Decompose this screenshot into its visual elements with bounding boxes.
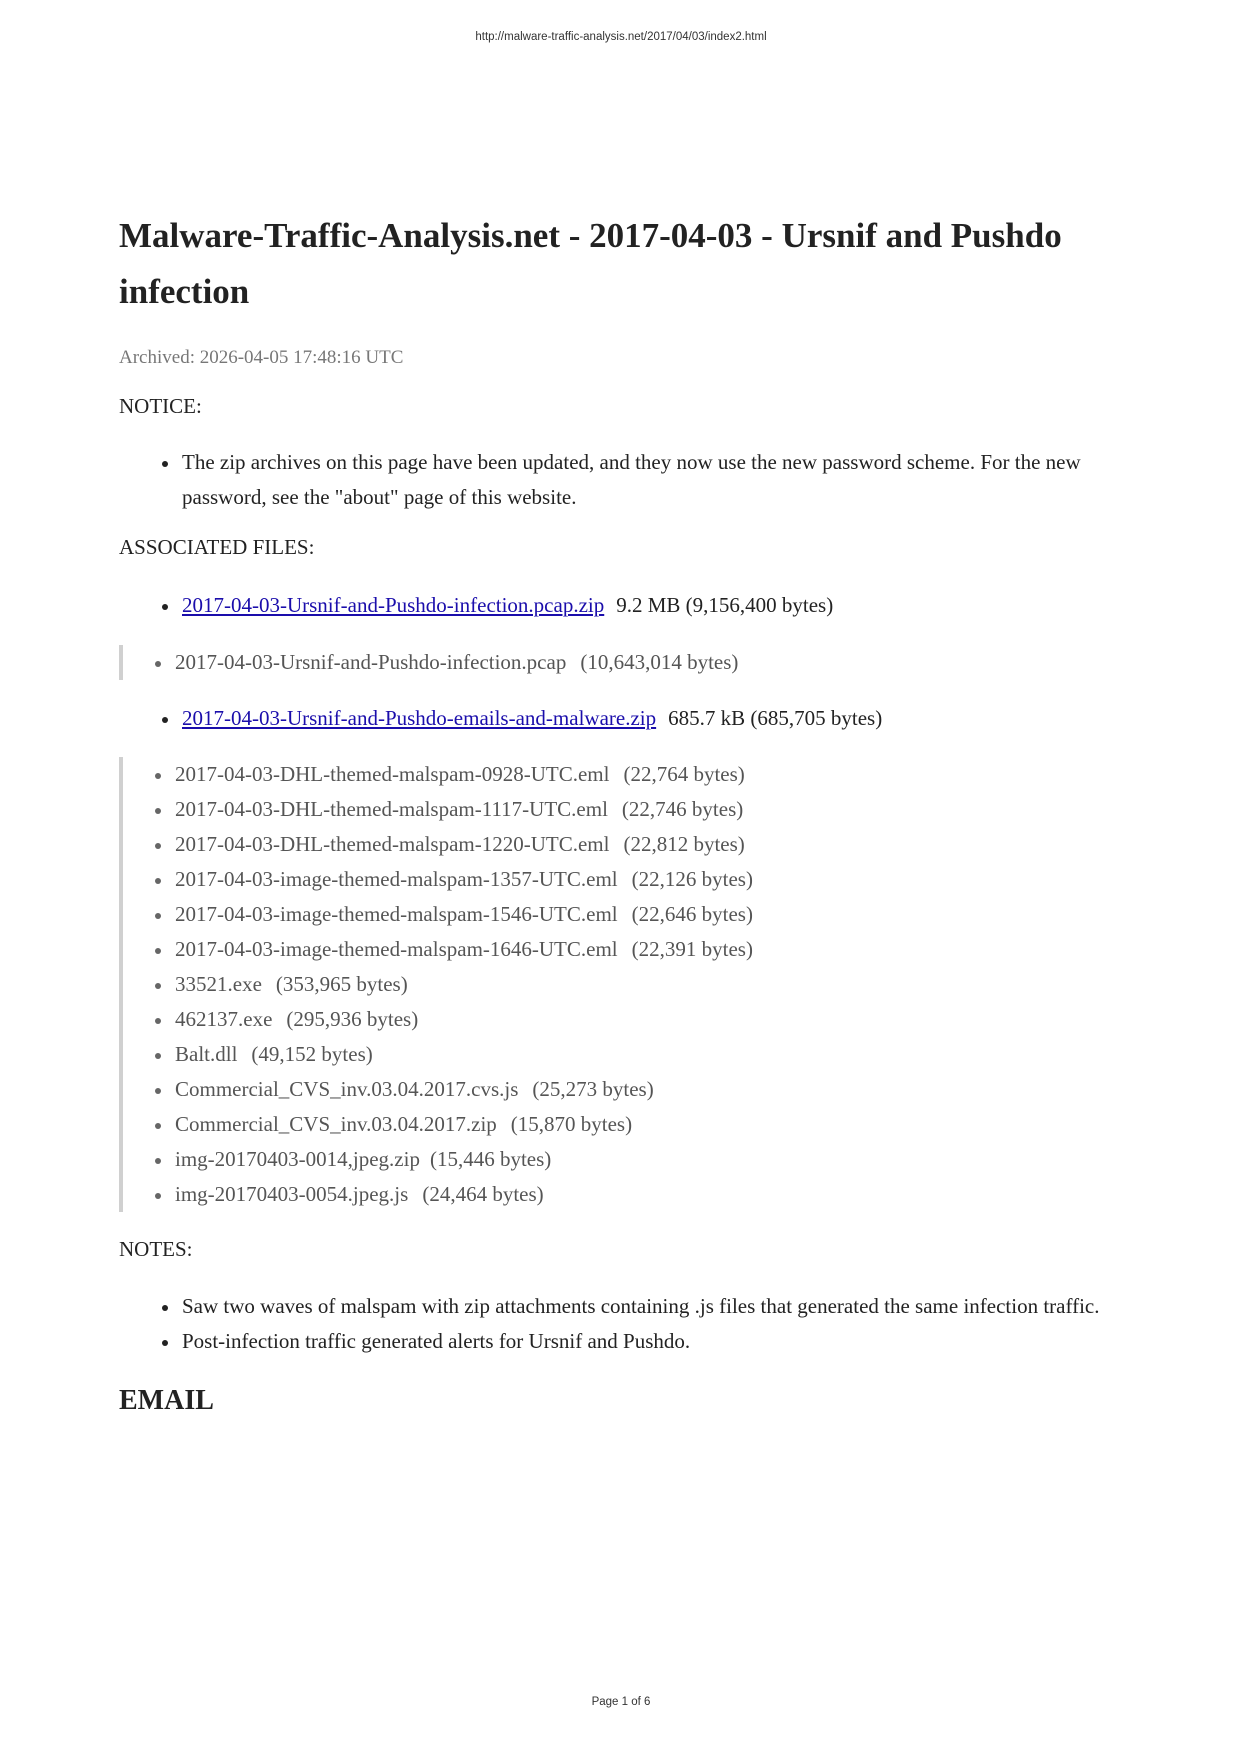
content-size: (49,152 bytes) [251,1042,373,1066]
content-size: (22,746 bytes) [621,797,744,821]
archive-content-item [175,862,1129,897]
associated-files-list [119,588,1129,623]
content-filename: img-20170403-0054.jpeg.js [175,1182,409,1206]
content-filename: 2017-04-03-DHL-themed-malspam-1117-UTC.eml [175,797,608,821]
content-filename: Commercial_CVS_inv.03.04.2017.cvs.js [175,1077,519,1101]
content-size: (22,764 bytes) [623,762,745,786]
content-size: (22,126 bytes) [631,867,753,891]
archive-content-item [175,932,1129,967]
content-filename: 2017-04-03-image-themed-malspam-1357-UTC.eml [175,867,618,891]
content-filename: Balt.dll [175,1042,238,1066]
page-number: Page 1 of 6 [591,1696,651,1708]
pcap-zip-contents [119,645,1129,680]
notes-label: NOTES: [119,1237,193,1261]
content-filename: 2017-04-03-DHL-themed-malspam-1220-UTC.eml [175,832,610,856]
page-title: Malware-Traffic-Analysis.net - 2017-04-03 - Ursnif and Pushdo infection [119,216,1062,311]
archive-content-item [175,792,1129,827]
file-size: 685.7 kB (685,705 bytes) [668,706,883,730]
archive-content-item [175,1177,1129,1212]
content-filename: 462137.exe [175,1007,273,1031]
content-size: (10,643,014 bytes) [580,650,739,674]
emails-malware-zip-download-link[interactable]: 2017-04-03-Ursnif-and-Pushdo-emails-and-malware.zip [182,706,657,730]
associated-files-list-2 [119,701,1129,736]
content-filename: img-20170403-0014,jpeg.zip [175,1147,420,1171]
content-size: (15,446 bytes) [429,1147,552,1171]
archive-content-item [175,1107,1129,1142]
content-size: (22,646 bytes) [631,902,753,926]
content-filename: Commercial_CVS_inv.03.04.2017.zip [175,1112,497,1136]
file-item [182,588,1129,623]
file-size: 9.2 MB (9,156,400 bytes) [616,593,834,617]
email-section-heading: EMAIL [119,1385,214,1416]
notice-item: The zip archives on this page have been updated, and they now use the new password scheme. For the new password, see the "about" page of this website. [182,445,1129,515]
notice-list [119,445,1129,515]
notice-label: NOTICE: [119,394,202,418]
archive-content-item [175,1037,1129,1072]
content-size: (353,965 bytes) [275,972,408,996]
content-size: (15,870 bytes) [510,1112,633,1136]
archive-content-item [175,1072,1129,1107]
content-size: (24,464 bytes) [422,1182,544,1206]
archive-content-item [175,827,1129,862]
archive-content-item [175,967,1129,1002]
content-filename: 2017-04-03-Ursnif-and-Pushdo-infection.pcap [175,650,567,674]
archive-content-item [175,645,1129,680]
archive-content-item [175,1142,1129,1177]
content-filename: 2017-04-03-image-themed-malspam-1546-UTC.eml [175,902,618,926]
archived-timestamp: Archived: 2026-04-05 17:48:16 UTC [119,347,404,368]
emails-malware-zip-contents [119,757,1129,1212]
content-filename: 2017-04-03-image-themed-malspam-1646-UTC.eml [175,937,618,961]
archive-content-item [175,1002,1129,1037]
content-size: (22,391 bytes) [631,937,753,961]
note-item: Saw two waves of malspam with zip attachments containing .js files that generated the same infection traffic. [182,1289,1129,1324]
content-filename: 2017-04-03-DHL-themed-malspam-0928-UTC.eml [175,762,610,786]
associated-files-label: ASSOCIATED FILES: [119,535,315,559]
content-size: (22,812 bytes) [623,832,745,856]
print-header-url: http://malware-traffic-analysis.net/2017/04/03/index2.html [475,31,767,43]
note-item: Post-infection traffic generated alerts for Ursnif and Pushdo. [182,1324,1129,1359]
archive-content-item [175,897,1129,932]
notes-list [119,1289,1129,1359]
pcap-zip-download-link[interactable]: 2017-04-03-Ursnif-and-Pushdo-infection.pcap.zip [182,593,605,617]
archive-content-item [175,757,1129,792]
content-size: (25,273 bytes) [532,1077,654,1101]
content-filename: 33521.exe [175,972,262,996]
file-item [182,701,1129,736]
article [119,208,1129,1419]
content-size: (295,936 bytes) [286,1007,419,1031]
